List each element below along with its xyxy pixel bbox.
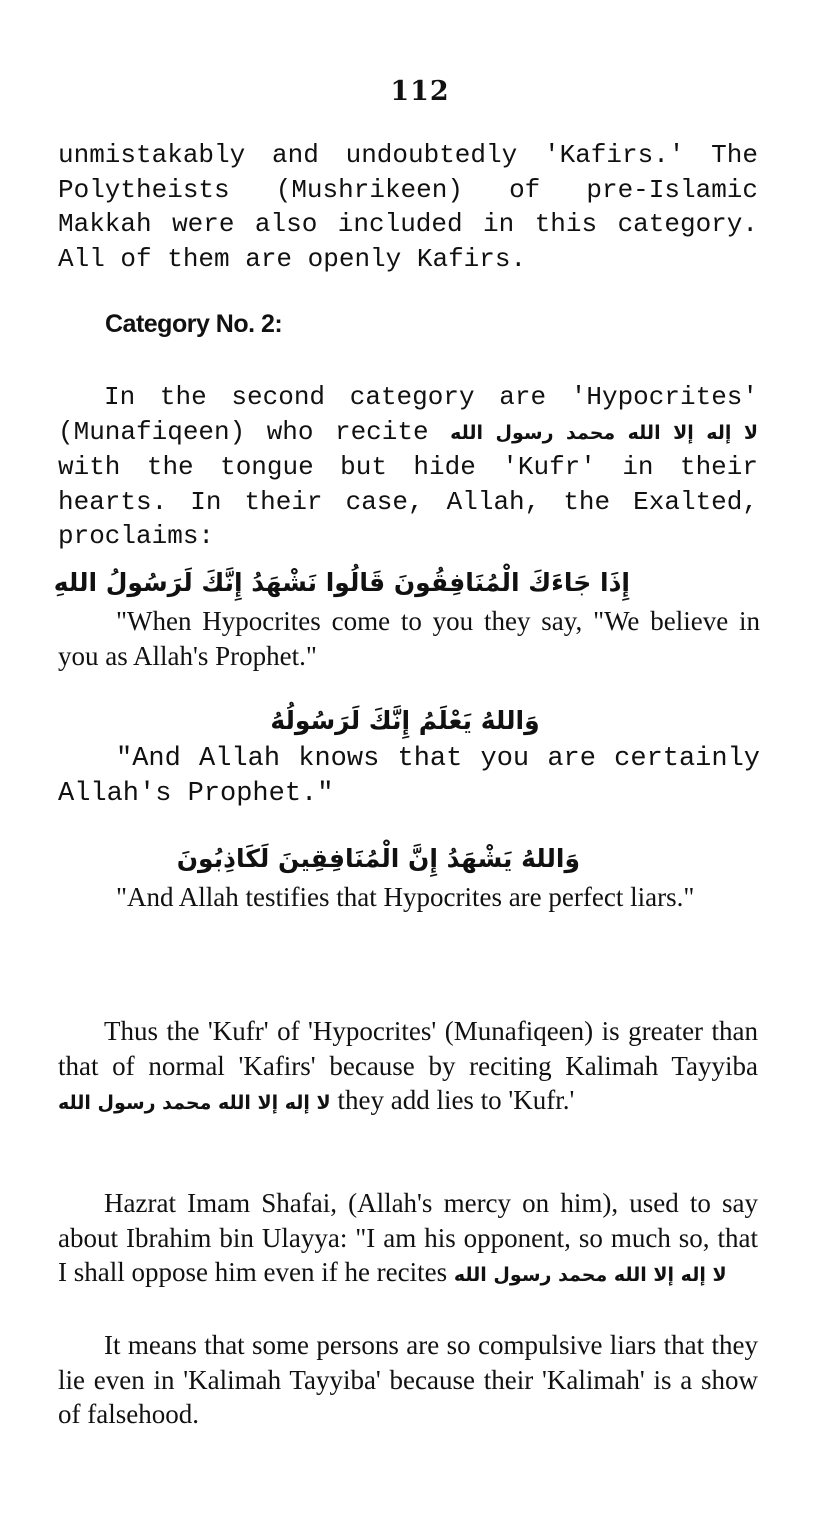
hypocrites-paragraph [58,380,758,554]
thus-paragraph [58,1014,758,1121]
hypocrites-text-1: In the second category are 'Hypocrites' (Munafiqeen) who recite [58,382,758,447]
verse-2-arabic: وَاللهُ يَعْلَمُ إِنَّكَ لَرَسُولُهُ [270,706,540,735]
verse-3-translation [58,880,760,915]
hypocrites-text-2: with the tongue but hide 'Kufr' in their hearts. In their case, Allah, the Exalted, proclaims: [58,452,758,551]
closing-paragraph [58,1328,758,1432]
kalimah-inline-3: لا إله إلا الله محمد رسول الله [453,1264,727,1286]
verse-1-translation-text: "When Hypocrites come to you they say, "We believe in you as Allah's Prophet." [58,606,760,671]
thus-text-2: they add lies to 'Kufr.' [337,1085,575,1115]
shafai-text: Hazrat Imam Shafai, (Allah's mercy on him), used to say about Ibrahim bin Ulayya: "I am his opponent, so much so, that I shall oppose him even if he recites [58,1188,758,1287]
kalimah-inline: لا إله إلا الله محمد رسول الله [450,421,759,444]
thus-text-1: Thus the 'Kufr' of 'Hypocrites' (Munafiqeen) is greater than that of normal 'Kafirs' because by reciting Kalimah Tayyiba [58,1016,758,1081]
verse-2-translation-text: "And Allah knows that you are certainly Allah's Prophet." [58,744,760,809]
page-number: 112 [390,76,450,107]
verse-3-translation-text: "And Allah testifies that Hypocrites are perfect liars." [116,882,695,912]
verse-1-arabic: إِذَا جَاءَكَ الْمُنَافِقُونَ قَالُوا نَشْهَدُ إِنَّكَ لَرَسُولُ اللهِ [53,568,630,597]
kalimah-inline-2: لا إله إلا الله محمد رسول الله [58,1092,331,1114]
category-heading: Category No. 2: [105,310,283,338]
shafai-paragraph [58,1186,758,1293]
verse-1-translation [58,604,760,673]
intro-paragraph: unmistakably and undoubtedly 'Kafirs.' The Polytheists (Mushrikeen) of pre-Islamic Makkah were also included in this category. All of them are openly Kafirs. [58,140,758,274]
verse-2-translation [58,742,760,811]
closing-text: It means that some persons are so compulsive liars that they lie even in 'Kalimah Tayyiba' because their 'Kalimah' is a show of falsehood. [58,1330,758,1429]
verse-3-arabic: وَاللهُ يَشْهَدُ إِنَّ الْمُنَافِقِينَ لَكَاذِبُونَ [176,844,580,873]
